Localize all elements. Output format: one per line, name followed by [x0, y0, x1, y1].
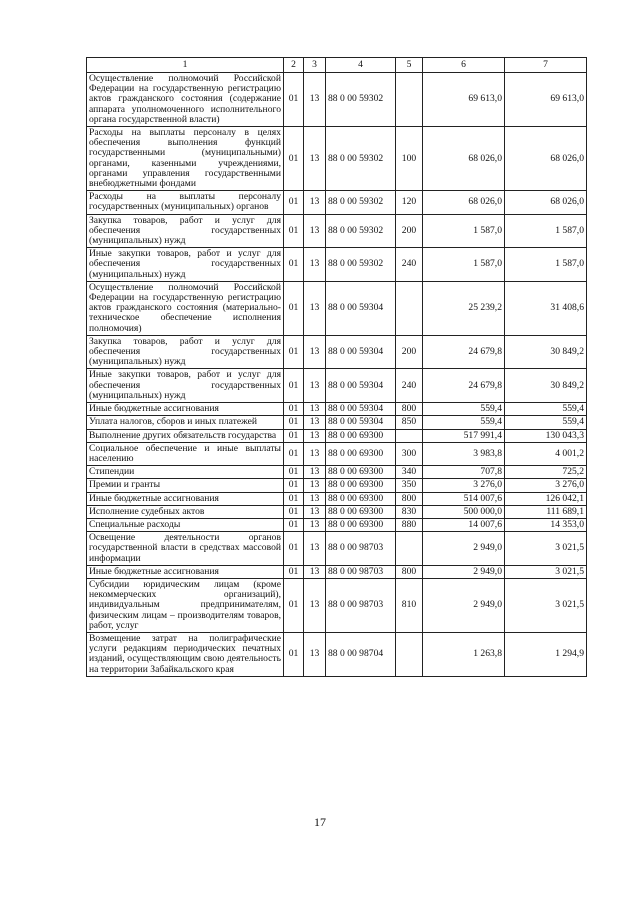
row-description: Расходы на выплаты персоналу в целях обеспечения выполнения функций государственными (муниципальными) органами, казенными учреждениями, органами управления государственными внебюджетными фондами: [87, 127, 284, 191]
row-description: Исполнение судебных актов: [87, 505, 284, 518]
amount-year-1: 3 983,8: [423, 442, 505, 465]
row-description: Субсидии юридическим лицам (кроме некоммерческих организаций), индивидуальным предпринимателям, физическим лицам – производителям товаров, работ, услуг: [87, 578, 284, 632]
target-article-code: 88 0 00 59304: [326, 416, 396, 429]
section-code: 01: [284, 214, 304, 248]
header-cell: 1: [87, 58, 284, 73]
row-description: Социальное обеспечение и иные выплаты населению: [87, 442, 284, 465]
table-row: [87, 518, 587, 531]
target-article-code: 88 0 00 59304: [326, 281, 396, 335]
expense-type-code: 810: [396, 578, 423, 632]
amount-year-2: 111 689,1: [505, 505, 587, 518]
expense-type-code: 200: [396, 335, 423, 369]
section-code: 01: [284, 492, 304, 505]
expense-type-code: 800: [396, 492, 423, 505]
row-description: Иные бюджетные ассигнования: [87, 403, 284, 416]
subsection-code: 13: [304, 335, 326, 369]
row-description: Возмещение затрат на полиграфические услуги редакциям периодических печатных изданий, осуществляющим свою деятельность на территории Забайкальского края: [87, 632, 284, 676]
amount-year-2: 1 587,0: [505, 248, 587, 282]
subsection-code: 13: [304, 492, 326, 505]
table-row: [87, 191, 587, 214]
subsection-code: 13: [304, 429, 326, 442]
header-cell: 6: [423, 58, 505, 73]
subsection-code: 13: [304, 578, 326, 632]
amount-year-1: 514 007,6: [423, 492, 505, 505]
section-code: 01: [284, 578, 304, 632]
amount-year-1: 559,4: [423, 416, 505, 429]
subsection-code: 13: [304, 532, 326, 566]
target-article-code: 88 0 00 59302: [326, 127, 396, 191]
amount-year-2: 3 021,5: [505, 578, 587, 632]
table-row: [87, 403, 587, 416]
amount-year-2: 1 294,9: [505, 632, 587, 676]
amount-year-1: 14 007,6: [423, 518, 505, 531]
expense-type-code: [396, 429, 423, 442]
amount-year-1: 24 679,8: [423, 335, 505, 369]
subsection-code: 13: [304, 248, 326, 282]
table-row: [87, 369, 587, 403]
section-code: 01: [284, 442, 304, 465]
target-article-code: 88 0 00 98704: [326, 632, 396, 676]
amount-year-2: 130 043,3: [505, 429, 587, 442]
subsection-code: 13: [304, 479, 326, 492]
section-code: 01: [284, 335, 304, 369]
subsection-code: 13: [304, 127, 326, 191]
table-row: [87, 492, 587, 505]
amount-year-2: 30 849,2: [505, 335, 587, 369]
amount-year-2: 31 408,6: [505, 281, 587, 335]
expense-type-code: 200: [396, 214, 423, 248]
expense-type-code: 120: [396, 191, 423, 214]
subsection-code: 13: [304, 403, 326, 416]
amount-year-1: 68 026,0: [423, 191, 505, 214]
section-code: 01: [284, 191, 304, 214]
target-article-code: 88 0 00 98703: [326, 578, 396, 632]
row-description: Иные бюджетные ассигнования: [87, 565, 284, 578]
expense-type-code: [396, 532, 423, 566]
target-article-code: 88 0 00 59302: [326, 73, 396, 127]
subsection-code: 13: [304, 505, 326, 518]
amount-year-2: 30 849,2: [505, 369, 587, 403]
subsection-code: 13: [304, 632, 326, 676]
row-description: Освещение деятельности органов государственной власти в средствах массовой информации: [87, 532, 284, 566]
table-row: [87, 532, 587, 566]
section-code: 01: [284, 565, 304, 578]
target-article-code: 88 0 00 59304: [326, 335, 396, 369]
target-article-code: 88 0 00 59304: [326, 403, 396, 416]
subsection-code: 13: [304, 416, 326, 429]
section-code: 01: [284, 369, 304, 403]
expense-type-code: 240: [396, 369, 423, 403]
table-row: [87, 127, 587, 191]
expense-type-code: 830: [396, 505, 423, 518]
row-description: Расходы на выплаты персоналу государственных (муниципальных) органов: [87, 191, 284, 214]
expense-type-code: 880: [396, 518, 423, 531]
row-description: Специальные расходы: [87, 518, 284, 531]
row-description: Осуществление полномочий Российской Федерации на государственную регистрацию актов гражданского состояния (содержание аппарата уполномоченного исполнительного органа государственной власти): [87, 73, 284, 127]
target-article-code: 88 0 00 69300: [326, 429, 396, 442]
amount-year-1: 500 000,0: [423, 505, 505, 518]
amount-year-1: 1 587,0: [423, 248, 505, 282]
target-article-code: 88 0 00 59302: [326, 191, 396, 214]
row-description: Стипендии: [87, 466, 284, 479]
row-description: Иные бюджетные ассигнования: [87, 492, 284, 505]
amount-year-1: 517 991,4: [423, 429, 505, 442]
budget-table: [86, 57, 587, 677]
amount-year-1: 707,8: [423, 466, 505, 479]
amount-year-1: 2 949,0: [423, 565, 505, 578]
amount-year-2: 1 587,0: [505, 214, 587, 248]
subsection-code: 13: [304, 565, 326, 578]
row-description: Осуществление полномочий Российской Федерации на государственную регистрацию актов гражданского состояния (материально-техническое обеспечение исполнения полномочия): [87, 281, 284, 335]
section-code: 01: [284, 127, 304, 191]
section-code: 01: [284, 73, 304, 127]
section-code: 01: [284, 479, 304, 492]
header-cell: 2: [284, 58, 304, 73]
table-body: [87, 58, 587, 677]
amount-year-1: 68 026,0: [423, 127, 505, 191]
amount-year-2: 4 001,2: [505, 442, 587, 465]
amount-year-2: 3 021,5: [505, 565, 587, 578]
subsection-code: 13: [304, 369, 326, 403]
expense-type-code: 350: [396, 479, 423, 492]
section-code: 01: [284, 518, 304, 531]
expense-type-code: 850: [396, 416, 423, 429]
subsection-code: 13: [304, 518, 326, 531]
header-cell: 7: [505, 58, 587, 73]
subsection-code: 13: [304, 466, 326, 479]
row-description: Уплата налогов, сборов и иных платежей: [87, 416, 284, 429]
amount-year-1: 559,4: [423, 403, 505, 416]
row-description: Иные закупки товаров, работ и услуг для обеспечения государственных (муниципальных) нужд: [87, 248, 284, 282]
expense-type-code: [396, 73, 423, 127]
table-row: [87, 335, 587, 369]
subsection-code: 13: [304, 281, 326, 335]
table-row: [87, 479, 587, 492]
table-row: [87, 73, 587, 127]
amount-year-2: 725,2: [505, 466, 587, 479]
subsection-code: 13: [304, 442, 326, 465]
target-article-code: 88 0 00 69300: [326, 492, 396, 505]
section-code: 01: [284, 505, 304, 518]
table-row: [87, 565, 587, 578]
section-code: 01: [284, 466, 304, 479]
section-code: 01: [284, 429, 304, 442]
table-row: [87, 632, 587, 676]
expense-type-code: 100: [396, 127, 423, 191]
subsection-code: 13: [304, 191, 326, 214]
expense-type-code: 800: [396, 403, 423, 416]
amount-year-1: 2 949,0: [423, 532, 505, 566]
amount-year-2: 68 026,0: [505, 127, 587, 191]
amount-year-2: 69 613,0: [505, 73, 587, 127]
target-article-code: 88 0 00 69300: [326, 466, 396, 479]
subsection-code: 13: [304, 214, 326, 248]
subsection-code: 13: [304, 73, 326, 127]
expense-type-code: 300: [396, 442, 423, 465]
target-article-code: 88 0 00 98703: [326, 565, 396, 578]
target-article-code: 88 0 00 69300: [326, 518, 396, 531]
amount-year-1: 69 613,0: [423, 73, 505, 127]
section-code: 01: [284, 248, 304, 282]
table-row: [87, 578, 587, 632]
header-cell: 3: [304, 58, 326, 73]
row-description: Премии и гранты: [87, 479, 284, 492]
target-article-code: 88 0 00 69300: [326, 442, 396, 465]
amount-year-1: 3 276,0: [423, 479, 505, 492]
header-cell: 4: [326, 58, 396, 73]
section-code: 01: [284, 281, 304, 335]
amount-year-2: 68 026,0: [505, 191, 587, 214]
amount-year-2: 3 276,0: [505, 479, 587, 492]
table-row: [87, 442, 587, 465]
expense-type-code: 800: [396, 565, 423, 578]
table-row: [87, 214, 587, 248]
amount-year-1: 1 587,0: [423, 214, 505, 248]
target-article-code: 88 0 00 59302: [326, 214, 396, 248]
section-code: 01: [284, 416, 304, 429]
target-article-code: 88 0 00 69300: [326, 479, 396, 492]
section-code: 01: [284, 632, 304, 676]
table-row: [87, 281, 587, 335]
table-row: [87, 416, 587, 429]
row-description: Выполнение других обязательств государства: [87, 429, 284, 442]
amount-year-1: 25 239,2: [423, 281, 505, 335]
header-row: [87, 58, 587, 73]
header-cell: 5: [396, 58, 423, 73]
table-row: [87, 429, 587, 442]
amount-year-2: 3 021,5: [505, 532, 587, 566]
amount-year-1: 1 263,8: [423, 632, 505, 676]
table-row: [87, 466, 587, 479]
section-code: 01: [284, 532, 304, 566]
amount-year-2: 126 042,1: [505, 492, 587, 505]
amount-year-1: 2 949,0: [423, 578, 505, 632]
expense-type-code: 340: [396, 466, 423, 479]
row-description: Иные закупки товаров, работ и услуг для обеспечения государственных (муниципальных) нужд: [87, 369, 284, 403]
table-row: [87, 505, 587, 518]
amount-year-2: 559,4: [505, 416, 587, 429]
amount-year-2: 14 353,0: [505, 518, 587, 531]
amount-year-2: 559,4: [505, 403, 587, 416]
table-row: [87, 248, 587, 282]
target-article-code: 88 0 00 59302: [326, 248, 396, 282]
expense-type-code: 240: [396, 248, 423, 282]
target-article-code: 88 0 00 98703: [326, 532, 396, 566]
expense-type-code: [396, 281, 423, 335]
amount-year-1: 24 679,8: [423, 369, 505, 403]
target-article-code: 88 0 00 69300: [326, 505, 396, 518]
row-description: Закупка товаров, работ и услуг для обеспечения государственных (муниципальных) нужд: [87, 214, 284, 248]
page-number: 17: [314, 815, 326, 829]
expense-type-code: [396, 632, 423, 676]
target-article-code: 88 0 00 59304: [326, 369, 396, 403]
section-code: 01: [284, 403, 304, 416]
row-description: Закупка товаров, работ и услуг для обеспечения государственных (муниципальных) нужд: [87, 335, 284, 369]
